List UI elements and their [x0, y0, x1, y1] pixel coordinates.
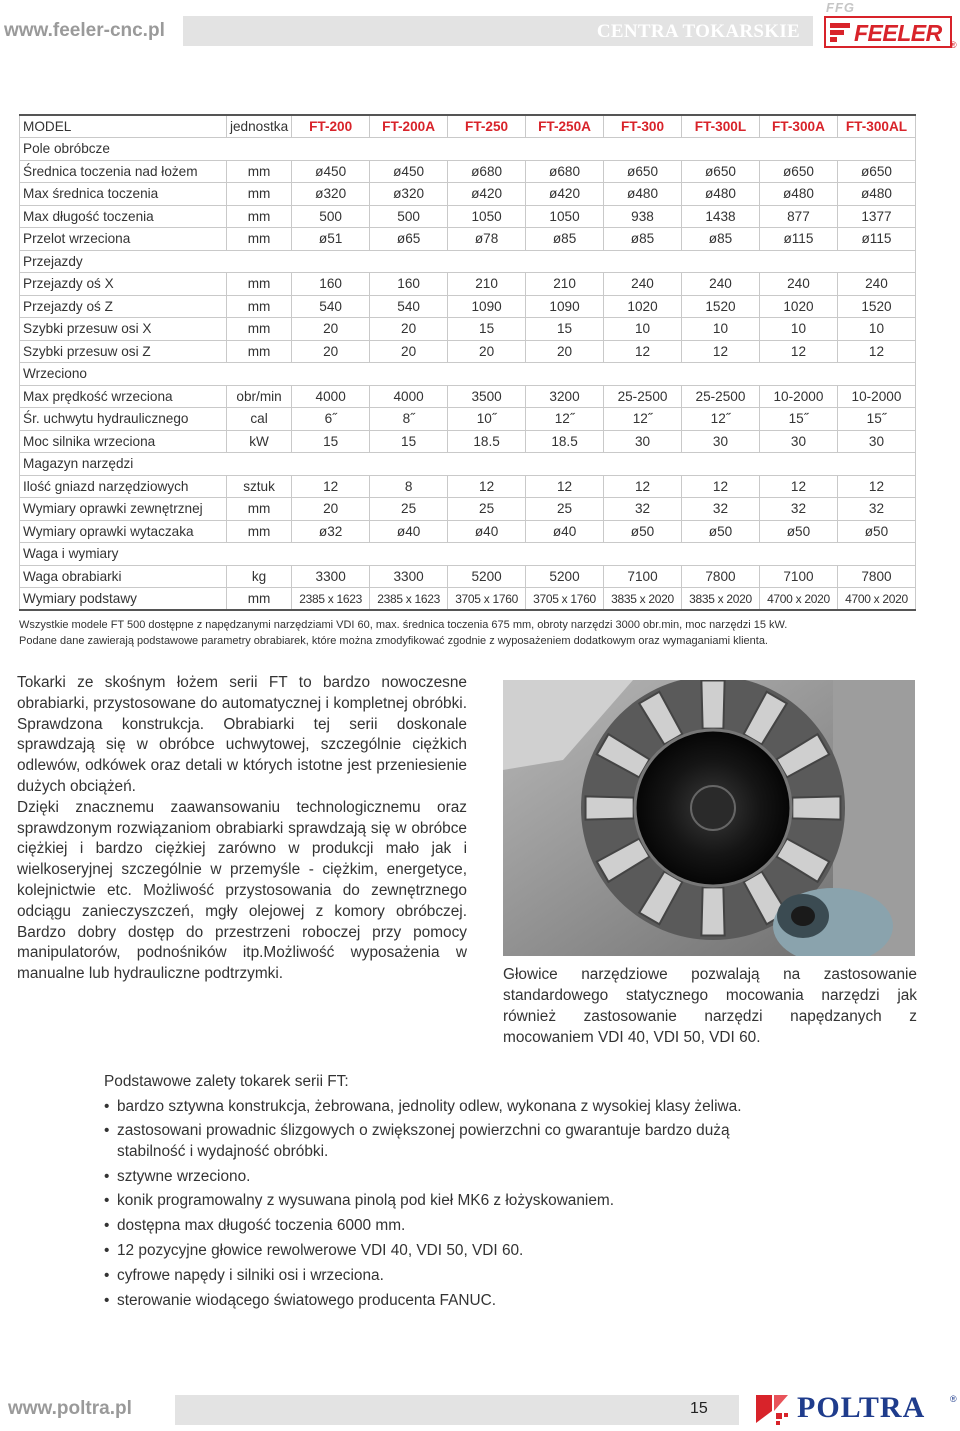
table-cell: 20 [292, 498, 370, 521]
feeler-logo-text: FEELER [854, 20, 942, 46]
table-cell: 12 [682, 340, 760, 363]
table-cell: 4000 [370, 385, 448, 408]
table-cell: 10 [604, 318, 682, 341]
table-cell: 12 [292, 475, 370, 498]
row-unit: obr/min [226, 385, 291, 408]
table-cell: 30 [759, 430, 837, 453]
table-cell: 12 [837, 340, 915, 363]
table-row [20, 205, 916, 228]
table-cell: 5200 [448, 565, 526, 588]
table-row [20, 318, 916, 341]
table-cell: ø450 [370, 160, 448, 183]
table-cell: 3300 [292, 565, 370, 588]
row-label: Szybki przesuw osi Z [20, 340, 227, 363]
table-cell: 1020 [759, 295, 837, 318]
advantage-item: • sztywne wrzeciono. [104, 1167, 764, 1188]
page-number: 15 [690, 1400, 708, 1417]
table-cell: 5200 [526, 565, 604, 588]
table-cell: 10 [759, 318, 837, 341]
poltra-mark-icon [752, 1391, 792, 1427]
table-cell: 540 [292, 295, 370, 318]
table-row [20, 340, 916, 363]
table-cell: ø85 [526, 228, 604, 251]
header-model-name: FT-200A [370, 115, 448, 138]
table-cell: ø420 [448, 183, 526, 206]
table-cell: 12 [448, 475, 526, 498]
table-section-row [20, 250, 916, 273]
header-model-name: FT-300AL [837, 115, 915, 138]
table-cell: ø40 [448, 520, 526, 543]
table-cell: 12 [759, 475, 837, 498]
turret-arm [586, 796, 634, 819]
table-cell: 20 [292, 340, 370, 363]
table-cell: ø65 [370, 228, 448, 251]
turret-illustration [503, 680, 915, 956]
table-cell: 2385 x 1623 [370, 588, 448, 611]
table-cell: 1020 [604, 295, 682, 318]
table-cell: 20 [370, 318, 448, 341]
table-row [20, 565, 916, 588]
advantages-title: Podstawowe zalety tokarek serii FT: [104, 1073, 349, 1090]
table-cell: 7800 [682, 565, 760, 588]
row-label: Waga obrabiarki [20, 565, 227, 588]
turret-photo [503, 680, 915, 956]
table-cell: 12 [526, 475, 604, 498]
table-cell: 540 [370, 295, 448, 318]
table-cell: 3200 [526, 385, 604, 408]
table-cell: 240 [682, 273, 760, 296]
table-cell: 4700 x 2020 [759, 588, 837, 611]
table-cell: ø320 [292, 183, 370, 206]
table-cell: 500 [370, 205, 448, 228]
table-cell: ø480 [604, 183, 682, 206]
table-cell: 15˝ [759, 408, 837, 431]
table-cell: 7100 [604, 565, 682, 588]
table-cell: 877 [759, 205, 837, 228]
section-title: CENTRA TOKARSKIE [596, 21, 800, 42]
table-cell: 1090 [448, 295, 526, 318]
table-cell: ø40 [526, 520, 604, 543]
table-cell: 32 [837, 498, 915, 521]
table-cell: ø50 [682, 520, 760, 543]
table-row [20, 430, 916, 453]
table-cell: ø85 [682, 228, 760, 251]
row-label: Moc silnika wrzeciona [20, 430, 227, 453]
table-cell: 20 [370, 340, 448, 363]
table-cell: ø650 [682, 160, 760, 183]
table-cell: 7100 [759, 565, 837, 588]
feeler-mark-icon [828, 21, 852, 43]
table-row [20, 228, 916, 251]
row-unit: mm [226, 183, 291, 206]
table-row [20, 408, 916, 431]
table-row [20, 273, 916, 296]
table-cell: 2385 x 1623 [292, 588, 370, 611]
table-cell: 3705 x 1760 [448, 588, 526, 611]
table-notes [19, 617, 787, 649]
table-cell: 1050 [448, 205, 526, 228]
table-cell: ø115 [837, 228, 915, 251]
table-cell: ø85 [604, 228, 682, 251]
table-cell: ø450 [292, 160, 370, 183]
advantage-item: • 12 pozycyjne głowice rewolwerowe VDI 40, VDI 50, VDI 60. [104, 1241, 764, 1262]
row-unit: kg [226, 565, 291, 588]
description-paragraph-1: Tokarki ze skośnym łożem serii FT to bardzo nowoczesne obrabiarki, przystosowane do automatycznej i kompletnej obróbki. Sprawdzona konstrukcja. Obrabiarki tej serii doskonale sprawdzają się w obróbce uchwytowej, szczególnie ciężkich odlewów, odkówek oraz detali w których istotne jest przeniesienie dużych obciążeń. [17, 674, 467, 795]
table-row [20, 183, 916, 206]
footer-bar [175, 1395, 739, 1425]
table-row [20, 498, 916, 521]
table-cell: 10 [837, 318, 915, 341]
table-cell: ø32 [292, 520, 370, 543]
advantages-list [104, 1072, 764, 1315]
table-cell: 8˝ [370, 408, 448, 431]
table-cell: ø50 [759, 520, 837, 543]
advantage-item: • zastosowani prowadnic ślizgowych o zwiększonej powierzchni co gwarantuje bardzo dużą stabilność i wydajność obróbki. [104, 1121, 764, 1162]
row-unit: kW [226, 430, 291, 453]
table-cell: 20 [292, 318, 370, 341]
advantage-item: • konik programowalny z wysuwana pinolą pod kieł MK6 z łożyskowaniem. [104, 1191, 764, 1212]
table-row [20, 475, 916, 498]
photo-caption: Głowice narzędziowe pozwalają na zastosowanie standardowego statycznego mocowania narzędzi jak również zastosowanie narzędzi napędzanych z mocowaniem VDI 40, VDI 50, VDI 60. [503, 966, 917, 1046]
table-cell: 1520 [837, 295, 915, 318]
row-unit: mm [226, 340, 291, 363]
feeler-logo [824, 16, 952, 48]
row-label: Max prędkość wrzeciona [20, 385, 227, 408]
table-cell: 3500 [448, 385, 526, 408]
table-cell: 10˝ [448, 408, 526, 431]
table-cell: 3835 x 2020 [604, 588, 682, 611]
table-cell: 32 [604, 498, 682, 521]
section-label: Wrzeciono [20, 363, 916, 386]
row-label: Max długość toczenia [20, 205, 227, 228]
table-cell: 4700 x 2020 [837, 588, 915, 611]
table-cell: 12˝ [682, 408, 760, 431]
table-cell: 10-2000 [837, 385, 915, 408]
description-paragraph-2: Dzięki znacznemu zaawansowaniu technologicznemu oraz sprawdzonym rozwiązaniom obrabiarki sprawdzają się w obróbce ciężkiej i bardzo ciężkiej zarówno w produkcji mało jak i wielkoseryjnej szczególnie w przemyśle - ciężkim, energetyce, kolejnictwie etc. Możliwość przystosowania do zewnętrznego odciągu zanieczyszczeń, mgły olejowej z komory obróbczej. Bardzo dobry dostęp do przestrzeni roboczej przy pomocy manipulatorów, podnośników itp.Możliwość wyposażenia w manualne lub hydrauliczne podtrzymki. [17, 798, 467, 983]
table-cell: 3705 x 1760 [526, 588, 604, 611]
table-cell: ø40 [370, 520, 448, 543]
table-cell: 240 [759, 273, 837, 296]
row-label: Wymiary oprawki zewnętrznej [20, 498, 227, 521]
table-cell: 1438 [682, 205, 760, 228]
table-cell: 30 [604, 430, 682, 453]
table-cell: 240 [837, 273, 915, 296]
feeler-registered-mark: ® [950, 40, 957, 50]
row-unit: mm [226, 228, 291, 251]
header-model-name: FT-200 [292, 115, 370, 138]
table-cell: 25 [370, 498, 448, 521]
section-label: Waga i wymiary [20, 543, 916, 566]
table-cell: 25 [448, 498, 526, 521]
header-unit: jednostka [226, 115, 291, 138]
table-cell: ø680 [526, 160, 604, 183]
table-cell: 6˝ [292, 408, 370, 431]
row-unit: mm [226, 160, 291, 183]
table-cell: 12 [759, 340, 837, 363]
table-cell: 4000 [292, 385, 370, 408]
table-cell: 15 [526, 318, 604, 341]
page-header [0, 0, 960, 62]
table-header-row [20, 115, 916, 138]
header-model-name: FT-300A [759, 115, 837, 138]
table-cell: 938 [604, 205, 682, 228]
row-label: Przejazdy oś X [20, 273, 227, 296]
table-row [20, 520, 916, 543]
table-cell: ø420 [526, 183, 604, 206]
table-cell: 25-2500 [682, 385, 760, 408]
table-cell: 1090 [526, 295, 604, 318]
table-cell: 18.5 [526, 430, 604, 453]
spec-table [19, 114, 916, 611]
section-label: Magazyn narzędzi [20, 453, 916, 476]
header-model-name: FT-250A [526, 115, 604, 138]
advantages-items [104, 1097, 764, 1312]
advantage-item: • sterowanie wiodącego światowego producenta FANUC. [104, 1291, 764, 1312]
table-cell: 160 [292, 273, 370, 296]
row-label: Max średnica toczenia [20, 183, 227, 206]
row-label: Wymiary oprawki wytaczaka [20, 520, 227, 543]
table-section-row [20, 138, 916, 161]
row-label: Szybki przesuw osi X [20, 318, 227, 341]
header-model-name: FT-250 [448, 115, 526, 138]
table-section-row [20, 363, 916, 386]
table-cell: 3300 [370, 565, 448, 588]
table-cell: 8 [370, 475, 448, 498]
table-cell: ø480 [682, 183, 760, 206]
table-section-row [20, 453, 916, 476]
table-cell: 15 [370, 430, 448, 453]
header-model-name: FT-300 [604, 115, 682, 138]
header-url[interactable]: www.feeler-cnc.pl [4, 20, 165, 41]
row-unit: mm [226, 498, 291, 521]
table-row [20, 385, 916, 408]
table-cell: 12˝ [526, 408, 604, 431]
row-unit: mm [226, 295, 291, 318]
poltra-logo-text: POLTRA [797, 1391, 926, 1424]
table-cell: 25 [526, 498, 604, 521]
table-cell: ø51 [292, 228, 370, 251]
table-cell: 30 [837, 430, 915, 453]
table-cell: 15 [292, 430, 370, 453]
table-cell: ø480 [759, 183, 837, 206]
note-line-2: Podane dane zawierają podstawowe parametry obrabiarek, które można zmodyfikować zgodnie z wyposażeniem dodatkowym oraz wymaganiami klienta. [19, 635, 768, 647]
row-label: Przejazdy oś Z [20, 295, 227, 318]
poltra-logo [752, 1391, 957, 1427]
note-line-1: Wszystkie modele FT 500 dostępne z napędzanymi narzędziami VDI 60, max. średnica toczenia 675 mm, obroty narzędzi 3000 obr.min, moc narzędzi 15 kW. [19, 619, 788, 631]
poltra-registered-mark: ® [950, 1394, 957, 1404]
table-cell: 210 [526, 273, 604, 296]
table-cell: 10-2000 [759, 385, 837, 408]
table-cell: 18.5 [448, 430, 526, 453]
table-row [20, 160, 916, 183]
header-model: MODEL [20, 115, 227, 138]
table-cell: 3835 x 2020 [682, 588, 760, 611]
row-unit: cal [226, 408, 291, 431]
turret-arm [701, 887, 724, 935]
table-cell: ø50 [604, 520, 682, 543]
table-cell: ø480 [837, 183, 915, 206]
table-cell: ø320 [370, 183, 448, 206]
table-cell: 160 [370, 273, 448, 296]
table-cell: 1520 [682, 295, 760, 318]
row-unit: mm [226, 588, 291, 611]
table-cell: 500 [292, 205, 370, 228]
row-unit: mm [226, 205, 291, 228]
turret-arm [701, 681, 724, 729]
table-cell: 210 [448, 273, 526, 296]
advantage-item: • bardzo sztywna konstrukcja, żebrowana, jednolity odlew, wykonana z wysokiej klasy żeliwa. [104, 1097, 764, 1118]
table-cell: ø50 [837, 520, 915, 543]
table-cell: 1377 [837, 205, 915, 228]
row-unit: mm [226, 318, 291, 341]
table-cell: 12 [682, 475, 760, 498]
table-row [20, 588, 916, 611]
table-cell: 20 [526, 340, 604, 363]
row-label: Średnica toczenia nad łożem [20, 160, 227, 183]
table-cell: 10 [682, 318, 760, 341]
table-cell: ø650 [759, 160, 837, 183]
section-label: Przejazdy [20, 250, 916, 273]
row-unit: mm [226, 520, 291, 543]
row-label: Ilość gniazd narzędziowych [20, 475, 227, 498]
table-cell: ø650 [837, 160, 915, 183]
row-unit: sztuk [226, 475, 291, 498]
table-cell: 15˝ [837, 408, 915, 431]
table-cell: 32 [682, 498, 760, 521]
row-label: Śr. uchwytu hydraulicznego [20, 408, 227, 431]
table-cell: ø78 [448, 228, 526, 251]
footer-url[interactable]: www.poltra.pl [8, 1398, 132, 1419]
table-cell: 32 [759, 498, 837, 521]
table-cell: 25-2500 [604, 385, 682, 408]
table-cell: ø680 [448, 160, 526, 183]
row-label: Przelot wrzeciona [20, 228, 227, 251]
table-cell: 12 [604, 475, 682, 498]
table-cell: 7800 [837, 565, 915, 588]
turret-arm [792, 796, 840, 819]
table-cell: 12˝ [604, 408, 682, 431]
advantage-item: • dostępna max długość toczenia 6000 mm. [104, 1216, 764, 1237]
row-label: Wymiary podstawy [20, 588, 227, 611]
section-label: Pole obróbcze [20, 138, 916, 161]
table-cell: 12 [837, 475, 915, 498]
table-cell: 20 [448, 340, 526, 363]
ffg-logo-text: FFG [826, 0, 855, 15]
header-model-name: FT-300L [682, 115, 760, 138]
table-cell: 1050 [526, 205, 604, 228]
table-cell: 12 [604, 340, 682, 363]
row-unit: mm [226, 273, 291, 296]
table-row [20, 295, 916, 318]
table-cell: 15 [448, 318, 526, 341]
table-cell: 240 [604, 273, 682, 296]
description-text [17, 673, 467, 985]
advantage-item: • cyfrowe napędy i silniki osi i wrzeciona. [104, 1266, 764, 1287]
table-cell: ø115 [759, 228, 837, 251]
table-cell: 30 [682, 430, 760, 453]
table-section-row [20, 543, 916, 566]
table-cell: ø650 [604, 160, 682, 183]
